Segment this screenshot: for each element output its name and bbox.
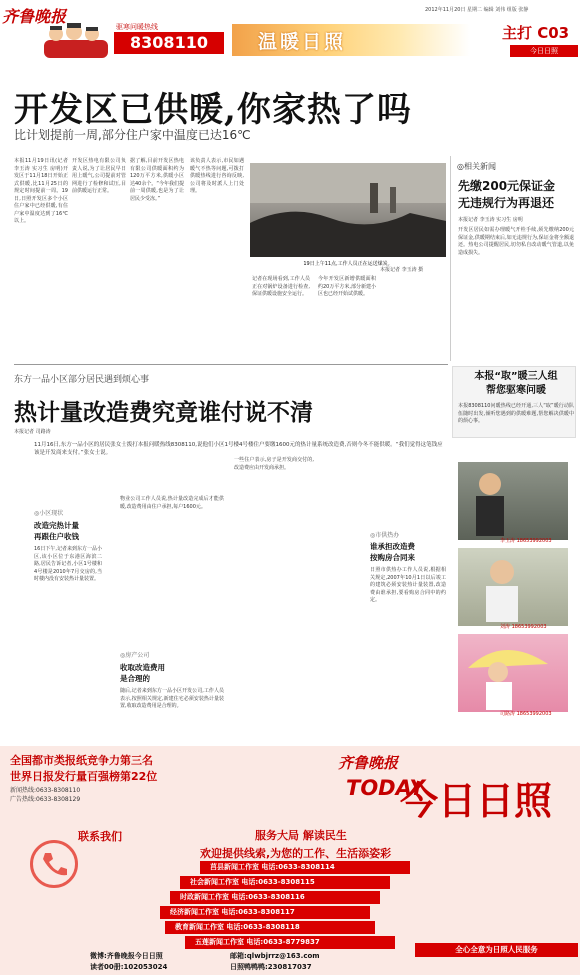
related-news-head: ◎相关新闻 bbox=[457, 162, 496, 171]
section-tag: 主打 C03 bbox=[502, 24, 570, 42]
ad-bottom-banner: 全心全意为日照人民服务 bbox=[415, 943, 578, 957]
sub3-kicker: ◎市供热办 bbox=[370, 532, 400, 539]
brand-logo: 齐鲁晚报 bbox=[2, 7, 67, 26]
ad-email: 邮箱:qlwbjrrz@163.com bbox=[230, 952, 320, 960]
phone-icon bbox=[30, 840, 78, 888]
sub2-title: 收取改造费用 是合理的 bbox=[120, 663, 165, 683]
main-subhead: 比计划提前一周,部分住户家中温度已达16℃ bbox=[14, 128, 251, 142]
ad-studio-row: 社会新闻工作室 电话:0633-8308115 bbox=[180, 876, 390, 889]
ad-subscribe: 读者00册:102053024 bbox=[90, 963, 168, 971]
article2-kicker: 东方一品小区部分居民遇到烦心事 bbox=[14, 375, 150, 385]
ad-rank-2: 世界日报发行量百强榜第22位 bbox=[10, 770, 158, 783]
photo-credit: 本报记者 李玉涛 摄 bbox=[380, 267, 424, 273]
ad-slogan-2: 欢迎提供线索,为您的工作、生活添姿彩 bbox=[200, 847, 392, 860]
ad-slogan-1: 服务大局 解读民生 bbox=[255, 829, 347, 842]
ad-brand-logo: 齐鲁晚报 bbox=[338, 754, 399, 772]
article2-headline: 热计量改造费究竟谁付说不清 bbox=[14, 399, 313, 426]
sub1-title: 改造完热计量 再跟住户收钱 bbox=[34, 521, 79, 541]
article1-col5: 记者在现场看到,工作人员正在对锅炉设备进行检查,保证供暖设施安全运行。 bbox=[252, 276, 310, 297]
article1-col2: 开发区热电有限公司负责人说,为了让居民早日用上暖气,公司提前对管网进行了检修和试压,目前供暖运行正常。 bbox=[72, 158, 126, 194]
sub3-body: 日照市供热办工作人员说,根据相关规定,2007年10月1日以后竣工的建筑必须安装热计量装置,改造费由谁承担,要看购房合同中的约定。 bbox=[370, 567, 446, 603]
related-news-title: 先缴200元保证金 无违规行为再退还 bbox=[458, 179, 556, 210]
ad-studio-row: 五莲新闻工作室 电话:0633-8779837 bbox=[185, 936, 395, 949]
article1-col1: 本报11月19日讯(记者 李玉涛 实习生 房明)开发区于11月18日开始正式供暖,比11月25日的规定时间提前一周。19日,日照开发区多个小区住户家中已经供暖,有住户家中温度达到了16℃以上。 bbox=[14, 158, 68, 224]
reporter-photo-2 bbox=[458, 548, 568, 626]
photo-caption: 19日上午11点,工作人员正在运送煤炭。 bbox=[303, 261, 393, 267]
ad-studio-row: 经济新闻工作室 电话:0633-8308117 bbox=[160, 906, 370, 919]
reporter-photo-1 bbox=[458, 462, 568, 540]
article1-col4: 该负责人表示,市民如遇暖气不热等问题,可拨打供暖热线进行咨询反映,公司将及时派人上门处理。 bbox=[190, 158, 244, 194]
dateline: 2012年11月20日 星期二 编辑 刘伟 组版 张静 bbox=[425, 7, 529, 13]
sub1-body: 16日下午,记者来到东方一品小区,该小区位于东港区海滨二路,居民告诉记者,小区1号楼和4号楼是2010年7月交房的,当时楼内没有安装热计量装置。 bbox=[34, 546, 102, 582]
coal-photo bbox=[250, 163, 446, 257]
ad-big-title: 今日日照 bbox=[400, 778, 553, 823]
ad-studio-row: 时政新闻工作室 电话:0633-8308116 bbox=[170, 891, 380, 904]
reporter-caption-2: 刘涛 18653992003 bbox=[500, 624, 547, 630]
sub1-kicker: ◎小区现状 bbox=[34, 510, 64, 517]
reporter-caption-1: 李玉涛 18653992003 bbox=[500, 538, 552, 544]
ad-studio-row: 莒县新闻工作室 电话:0633-8308114 bbox=[200, 861, 410, 874]
ad-weibo: 微博:齐鲁晚报今日日照 bbox=[90, 952, 163, 960]
sub2-kicker: ◎房产公司 bbox=[120, 652, 150, 659]
ad-ad-phone: 广告热线:0633-8308129 bbox=[10, 796, 81, 803]
sidebar-title: 本报“取”暖三人组 帮您驱寒问暖 bbox=[474, 371, 558, 396]
sub2-body: 随后,记者来到东方一品小区开发公司,工作人员表示,按照相关规定,新建住宅必须安装热计量装置,收取改造费用是合理的。 bbox=[120, 688, 224, 709]
article2-mid-col1: 物业公司工作人员说,热计量改造完成后才能供暖,改造费用由住户承担,每户1600元。 bbox=[120, 496, 224, 510]
ad-today: TODAY bbox=[346, 776, 425, 800]
reporter-caption-3: 司路涛 18653992003 bbox=[500, 711, 552, 717]
article1-col3: 据了解,目前开发区热电有限公司供暖面积约为120万平方米,供暖小区达40余个。“今年我们提前一周供暖,也是为了让居民少受冻。” bbox=[130, 158, 184, 202]
family-illustration bbox=[44, 20, 108, 58]
sidebar-body: 本报8308110问暖热线已经开通,三人“取”暖行动队伍随时出发,倾听您遇到的供暖难题,帮您解决供暖中的烦心事。 bbox=[458, 403, 574, 424]
article2-lead: 11月16日,东方一品小区的居民张女士拨打本报问暖热线8308110,说他们小区1号楼4号楼住户要缴1600元的热计量系统改造费,否则今冬不能供暖。“我们觉得这笔钱应该是开发商来支付。”张女士说。 bbox=[34, 442, 443, 456]
ad-news-phone: 新闻热线:0633-8308110 bbox=[10, 787, 81, 794]
sub3-title: 谁承担改造费 按购房合同来 bbox=[370, 542, 415, 562]
hotline-label: 驱寒问暖热线 bbox=[116, 23, 158, 31]
article2-credit: 本报记者 司路涛 bbox=[14, 429, 51, 435]
related-news-credit: 本报记者 李玉涛 实习生 房明 bbox=[458, 217, 523, 223]
main-headline: 开发区已供暖,你家热了吗 bbox=[14, 90, 412, 130]
article1-col6: 今年开发区新增供暖面积约20万平方米,部分新建小区也已经开始试供暖。 bbox=[318, 276, 376, 297]
ad-rank-1: 全国都市类报纸竞争力第三名 bbox=[10, 754, 153, 767]
hotline-number: 8308110 bbox=[114, 32, 224, 54]
ad-studio-row: 教育新闻工作室 电话:0633-8308118 bbox=[165, 921, 375, 934]
related-news-body: 开发区居民如需办理暖气开栓手续,须先缴纳200元保证金,供暖期结束后,如无违规行为,保证金将全额退还。热电公司提醒居民,切勿私自改动暖气管道,以免造成损失。 bbox=[458, 227, 574, 256]
ad-contact-title: 联系我们 bbox=[78, 830, 122, 843]
page-label: 今日日照 bbox=[510, 45, 578, 57]
column-divider bbox=[450, 156, 451, 361]
article2-mid-col2: 一些住户表示,房子是开发商交付的,改造费应由开发商承担。 bbox=[234, 457, 314, 471]
ad-zip: 日照鸭鸭鸭:230817037 bbox=[230, 963, 312, 971]
section-divider bbox=[14, 364, 448, 365]
banner-title: 温暖日照 bbox=[258, 31, 347, 53]
reporter-photo-3 bbox=[458, 634, 568, 712]
